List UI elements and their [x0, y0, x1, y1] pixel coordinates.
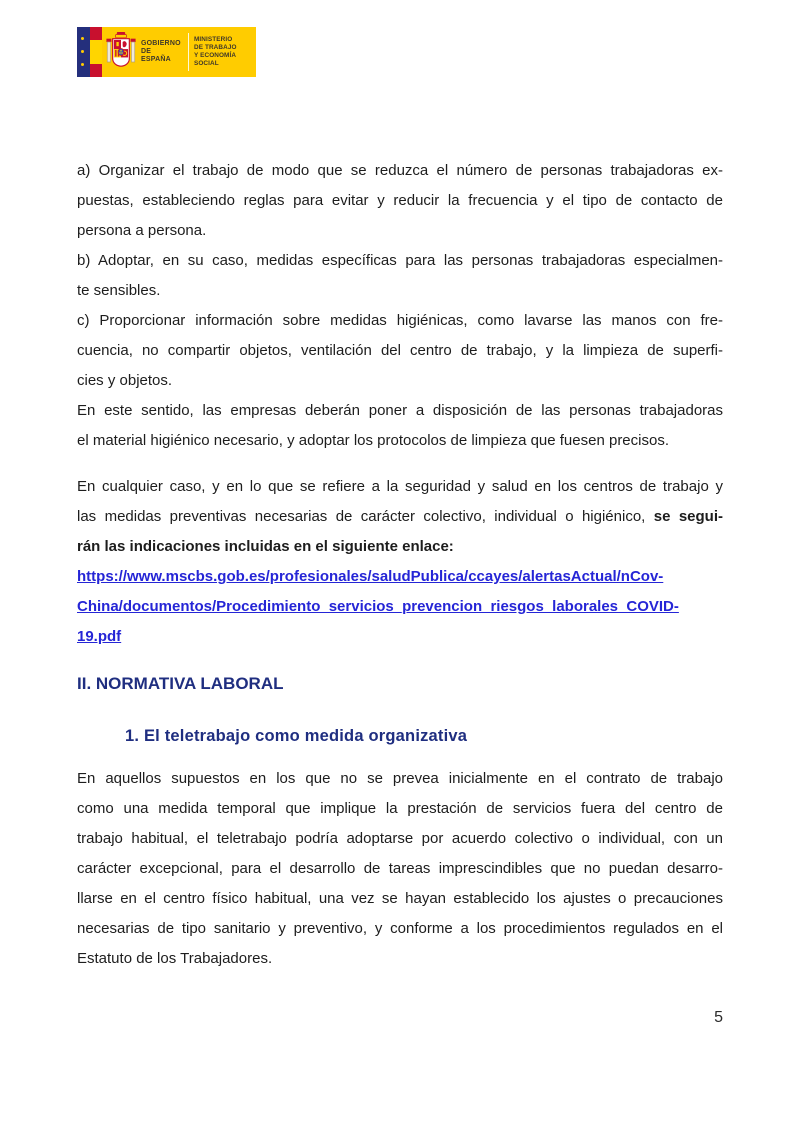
document-body — [77, 156, 723, 1030]
spain-coat-of-arms-icon — [106, 31, 136, 73]
mscbs-prevention-procedure-link[interactable]: https://www.mscbs.gob.es/profesionales/saludPublica/ccayes/alertasActual/nCov- China/documentos/Procedimiento_servicios_prevencion_riesgos_laborales_COVID- 19.pdf — [77, 568, 679, 645]
eu-star-icon — [81, 50, 84, 53]
eu-star-icon — [81, 63, 84, 66]
paragraph-f: En aquellos supuestos en los que no se prevea inicialmente en el contrato de trabajo como una medida temporal que implique la prestación de servicios fuera del centro de trabajo habitual, el teletrabajo podría adoptarse por acuerdo colectivo o individual, con un carácter excepcional, para el desarrollo de tareas imprescindibles que no puedan desarro- llarse en el centro físico habitual, una vez se hayan establecido los ajustes o precauciones necesarias de tipo sanitario y preventivo, y conforme a los procedimientos regulados en el Estatuto de los Trabajadores. — [77, 770, 723, 967]
paragraph-b: b) Adoptar, en su caso, medidas específicas para las personas trabajadoras especialmen- te sensibles. — [77, 252, 723, 299]
section-heading-normativa-laboral: II. NORMATIVA LABORAL — [77, 674, 284, 693]
flag-yellow-band — [90, 40, 102, 63]
flag-red-band — [90, 64, 102, 77]
eu-star-icon — [81, 37, 84, 40]
paragraph-c: c) Proporcionar información sobre medidas higiénicas, como lavarse las manos con fre- cuencia, no compartir objetos, ventilación del centro de trabajo, y la limpieza de superfi- cies y objetos. — [77, 312, 723, 389]
logo-divider — [188, 33, 189, 71]
gobierno-de-espana-logo — [77, 27, 247, 77]
flag-red-band — [90, 27, 102, 40]
paragraph-d: En este sentido, las empresas deberán poner a disposición de las personas trabajadoras el material higiénico necesario, y adoptar los protocolos de limpieza que fuesen precisos. — [77, 402, 723, 449]
logo-yellow-field — [102, 27, 256, 77]
paragraph-e: En cualquier caso, y en lo que se refiere a la seguridad y salud en los centros de trabajo y las medidas preventivas necesarias de carácter colectivo, individual o higiénico, se segui- rán las indicaciones incluidas en el siguiente enlace: — [77, 478, 724, 555]
subsection-heading-teletrabajo: 1. El teletrabajo como medida organizativa — [125, 727, 468, 745]
spain-flag-stripe — [90, 27, 102, 77]
ministerio-text: MINISTERIO DE TRABAJO Y ECONOMÍA SOCIAL — [194, 36, 237, 67]
page-number: 5 — [714, 1009, 723, 1026]
gobierno-text: GOBIERNO DE ESPAÑA — [141, 40, 181, 63]
paragraph-a: a) Organizar el trabajo de modo que se reduzca el número de personas trabajadoras ex- puestas, estableciendo reglas para evitar y reducir la frecuencia y el tipo de contacto de persona a persona. — [77, 162, 723, 239]
eu-flag-stripe — [77, 27, 90, 77]
